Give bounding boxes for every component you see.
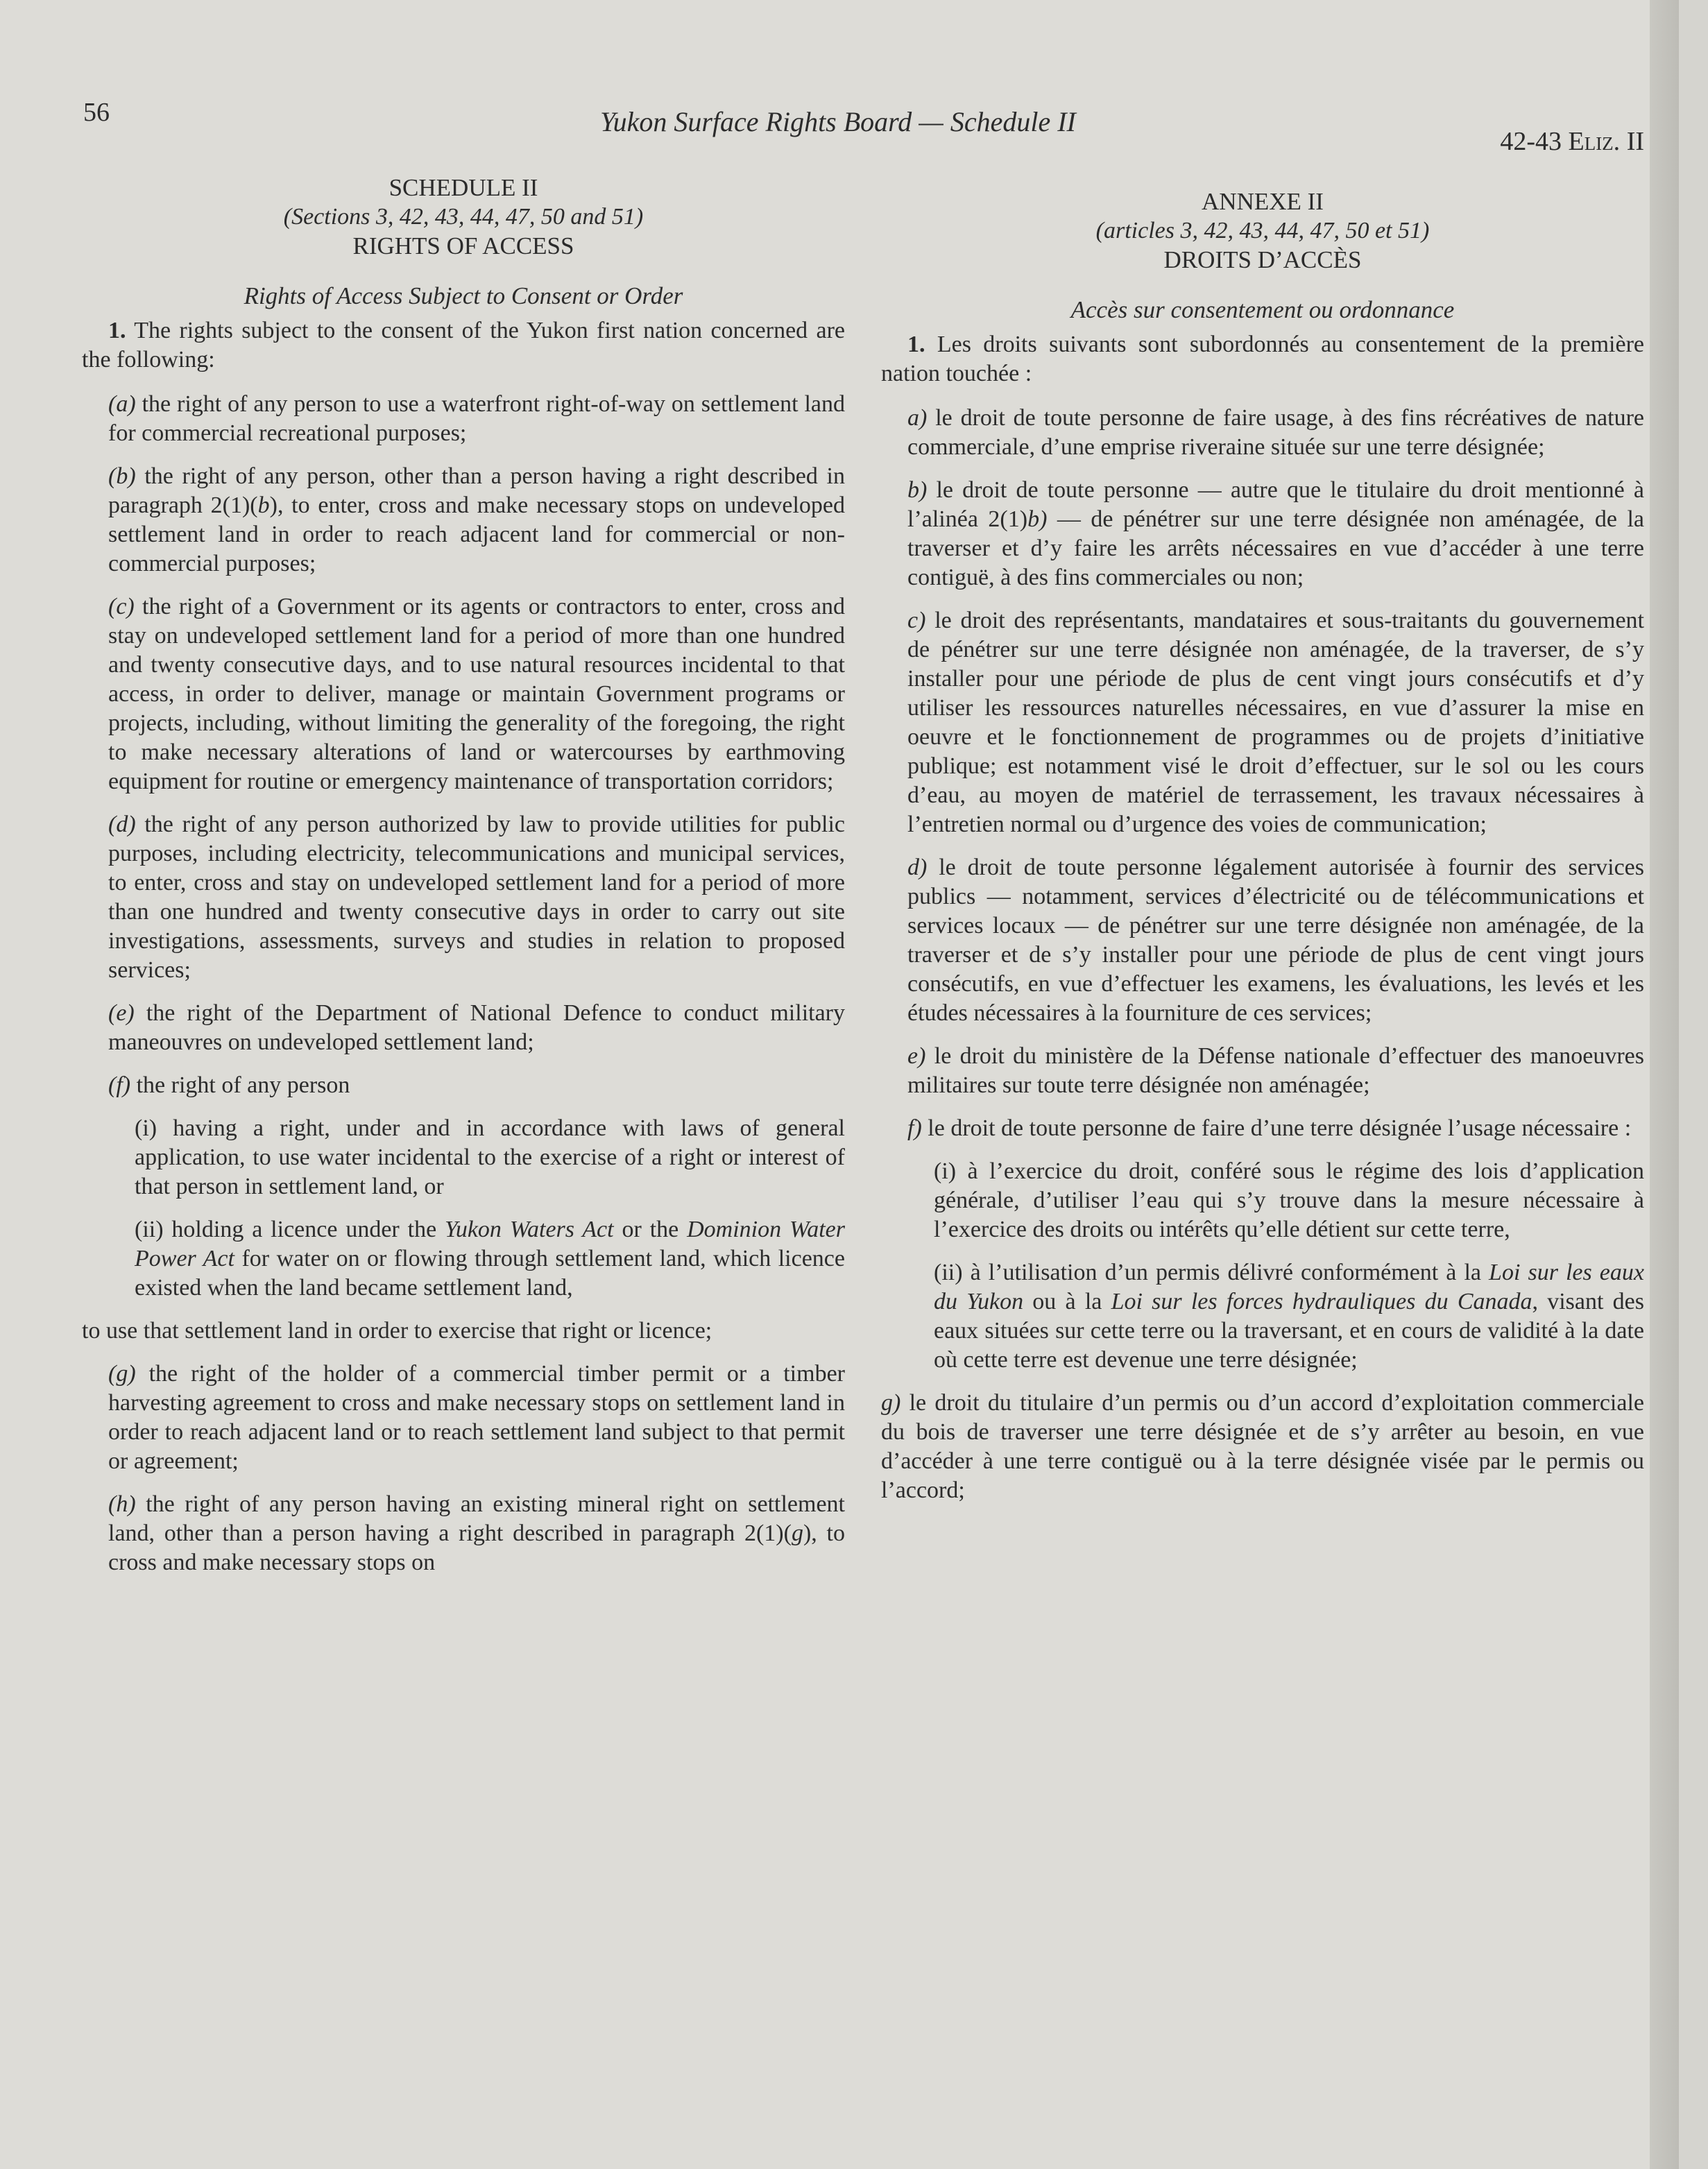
page-number: 56 — [83, 98, 110, 127]
act-title: Loi sur les eaux du Yukon — [934, 1260, 1644, 1314]
clause-text: the right of any person having an existing mineral right on settlement land, other than a person having a right described in paragraph 2(1)( — [108, 1491, 845, 1546]
subclause-fii-fr — [934, 1258, 1644, 1375]
clause-label: (g) — [108, 1361, 136, 1387]
clause-label: a) — [907, 405, 928, 431]
act-title: Yukon Waters Act — [445, 1217, 614, 1242]
clause-text: le droit du ministère de la Défense nationale d’effectuer des manoeuvres militaires sur toute terre désignée non aménagée; — [907, 1043, 1644, 1098]
page-edge-shadow — [1650, 0, 1679, 2169]
running-title: Yukon Surface Rights Board — Schedule II — [600, 106, 1076, 137]
clause-text: le droit de toute personne de faire d’une terre désignée l’usage nécessaire : — [921, 1115, 1632, 1141]
clause-text: the right of any person, other than a person having a right described in paragraph 2(1)( — [108, 463, 845, 518]
clause-reference: g — [791, 1520, 803, 1546]
subheading-en: Rights of Access Subject to Consent or Order — [244, 282, 683, 309]
clause-label: g) — [881, 1390, 901, 1416]
clause-d-fr — [907, 853, 1644, 1028]
clause-label: c) — [907, 608, 926, 633]
clause-f-en — [108, 1071, 845, 1100]
subheading-fr: Accès sur consentement ou ordonnance — [1070, 296, 1455, 323]
clause-g-fr — [881, 1389, 1644, 1505]
regnal-year-eliz: Eliz. — [1568, 127, 1621, 156]
paragraph-number: 1. — [108, 318, 126, 343]
clause-label: d) — [907, 855, 928, 880]
subclause-fi-fr: (i) à l’exercice du droit, conféré sous le régime des lois d’application générale, d’utiliser l’eau qui s’y trouve dans la mesure nécessaire à l’exercice des droits ou intérêts qu’elle détient sur cette terre, — [934, 1158, 1644, 1242]
clause-label: b) — [907, 477, 928, 503]
clause-a-en — [108, 390, 845, 448]
clause-text: the right of any person authorized by law to provide utilities for public purposes, including electricity, telecommunications and municipal services, to enter, cross and stay on undeveloped settlement land for a period of more than one hundred and twenty consecutive days in order to carry out site investigations, assessments, surveys and studies in relation to proposed services; — [108, 812, 845, 983]
english-column — [82, 173, 845, 1591]
clause-text: for water on or flowing through settlement land, which licence existed when the land became settlement land, — [135, 1246, 845, 1301]
clause-c-fr — [907, 606, 1644, 839]
clause-g-en — [108, 1360, 845, 1476]
paragraph-number: 1. — [907, 332, 925, 357]
page-header — [83, 97, 1644, 160]
clause-reference: b — [257, 492, 270, 518]
clause-label: (b) — [108, 463, 136, 489]
clause-f-fr — [907, 1114, 1644, 1143]
clause-text: — de pénétrer sur une terre désignée non aménagée, de la traverser et d’y faire les arrêts nécessaires en vue d’accéder à une terre contiguë, à des fins commerciales ou non; — [907, 506, 1644, 590]
clause-b-fr — [907, 476, 1644, 592]
clause-text: ), to cross and make necessary stops on — [108, 1520, 845, 1575]
clause-h-en — [108, 1490, 845, 1577]
regnal-year — [1500, 126, 1644, 157]
clause-label: e) — [907, 1043, 926, 1069]
clause-d-en — [108, 810, 845, 985]
clause-text: the right of the Department of National Defence to conduct military maneouvres on undeveloped settlement land; — [108, 1000, 845, 1055]
clause-label: (a) — [108, 391, 136, 417]
clause-c-en — [108, 592, 845, 796]
clause-text: ou à la — [1023, 1289, 1111, 1314]
clause-reference: b) — [1027, 506, 1048, 532]
clause-text: the right of any person — [130, 1072, 350, 1098]
clause-text: le droit de toute personne — autre que le titulaire du droit mentionné à l’alinéa 2(1) — [907, 477, 1644, 532]
paragraph-text: Les droits suivants sont subordonnés au consentement de la première nation touchée : — [881, 332, 1644, 386]
clause-e-fr — [907, 1042, 1644, 1100]
clause-text: the right of the holder of a commercial timber permit or a timber harvesting agreement to cross and make necessary stops on settlement land in order to reach adjacent land or to reach settlement land subject to that permit or agreement; — [108, 1361, 845, 1474]
clause-label: f) — [907, 1115, 922, 1141]
clause-label: (e) — [108, 1000, 135, 1026]
clause-text: le droit des représentants, mandataires et sous-traitants du gouvernement de pénétrer sur une terre désignée non aménagée, de la traverser, de s’y installer pour une période de plus de cent vingt jours consécutifs et d’y utiliser les ressources naturelles nécessaires, en vue d’assurer la mise en oeuvre et le fonctionnement de programmes ou de projets d’initiative publique; est notamment visé le droit d’effectuer, sur le sol ou les cours d’eau, au moyen de matériel de terrassement, les travaux nécessaires à l’entretien normal ou d’urgence des voies de communication; — [907, 608, 1644, 837]
act-title: Loi sur les forces hydrauliques du Canada — [1111, 1289, 1532, 1314]
clause-text: the right of any person to use a waterfront right-of-way on settlement land for commercial recreational purposes; — [108, 391, 845, 446]
paragraph-1-fr — [881, 330, 1644, 388]
clause-e-en — [108, 999, 845, 1057]
clause-label: (f) — [108, 1072, 131, 1098]
subclause-fii-en — [135, 1215, 845, 1303]
clause-text: the right of a Government or its agents or contractors to enter, cross and stay on undeveloped settlement land for a period of more than one hundred and twenty consecutive days, and to use natural resources incidental to that access, in order to deliver, manage or maintain Government programs or projects, including, without limiting the generality of the foregoing, the right to make necessary alterations of land or watercourses by earthmoving equipment for routine or emergency maintenance of transportation corridors; — [108, 594, 845, 794]
clause-text: le droit de toute personne légalement autorisée à fournir des services publics — notamment, services d’électricité ou de télécommunications et services locaux — de pénétrer sur une terre désignée non aménagée, de la traverser et de s’y installer pour une période de plus de cent vingt jours consécutifs, en vue d’effectuer les examens, les évaluations, les levés et les études nécessaires à la fourniture de ces services; — [907, 855, 1644, 1026]
regnal-year-suffix: II — [1620, 127, 1644, 156]
section-heading-fr: DROITS D’ACCÈS — [1163, 246, 1362, 273]
clause-f-tail-en: to use that settlement land in order to exercise that right or licence; — [82, 1318, 712, 1344]
schedule-title-en: SCHEDULE II — [388, 174, 538, 201]
clause-label: (d) — [108, 812, 136, 837]
clause-text: or the — [613, 1217, 688, 1242]
paragraph-text: The rights subject to the consent of the Yukon first nation concerned are the following: — [82, 318, 845, 372]
paragraph-1-en — [82, 316, 845, 375]
clause-text: ), to enter, cross and make necessary stops on undeveloped settlement land in order to reach adjacent land for commercial or non-commercial purposes; — [108, 492, 845, 576]
clause-text: (ii) holding a licence under the — [135, 1217, 445, 1242]
clause-a-fr — [907, 404, 1644, 462]
regnal-year-prefix: 42-43 — [1500, 127, 1569, 156]
clause-text: le droit de toute personne de faire usage, à des fins récréatives de nature commerciale, d’une emprise riveraine située sur une terre désignée; — [907, 405, 1644, 460]
clause-text: le droit du titulaire d’un permis ou d’un accord d’exploitation commerciale du bois de traverser une terre désignée et de s’y arrêter au besoin, en vue d’accéder à une terre contiguë ou à la terre désignée visée par le permis ou l’accord; — [881, 1390, 1644, 1503]
clause-label: (c) — [108, 594, 135, 619]
clause-b-en — [108, 462, 845, 578]
clause-text: (ii) à l’utilisation d’un permis délivré conformément à la — [934, 1260, 1489, 1285]
schedule-sections-en: (Sections 3, 42, 43, 44, 47, 50 and 51) — [283, 204, 644, 230]
schedule-title-fr: ANNEXE II — [1202, 188, 1324, 215]
clause-label: (h) — [108, 1491, 136, 1517]
schedule-sections-fr: (articles 3, 42, 43, 44, 47, 50 et 51) — [1095, 218, 1430, 243]
act-title: Dominion Water Power Act — [135, 1217, 845, 1271]
french-column — [881, 187, 1644, 1519]
clause-text: , visant des eaux situées sur cette terre ou la traversant, et en cours de validité à la date où cette terre est devenue une terre désignée; — [934, 1289, 1644, 1373]
section-heading-en: RIGHTS OF ACCESS — [352, 232, 574, 259]
subclause-fi-en: (i) having a right, under and in accordance with laws of general application, to use water incidental to the exercise of a right or interest of that person in settlement land, or — [135, 1115, 845, 1199]
